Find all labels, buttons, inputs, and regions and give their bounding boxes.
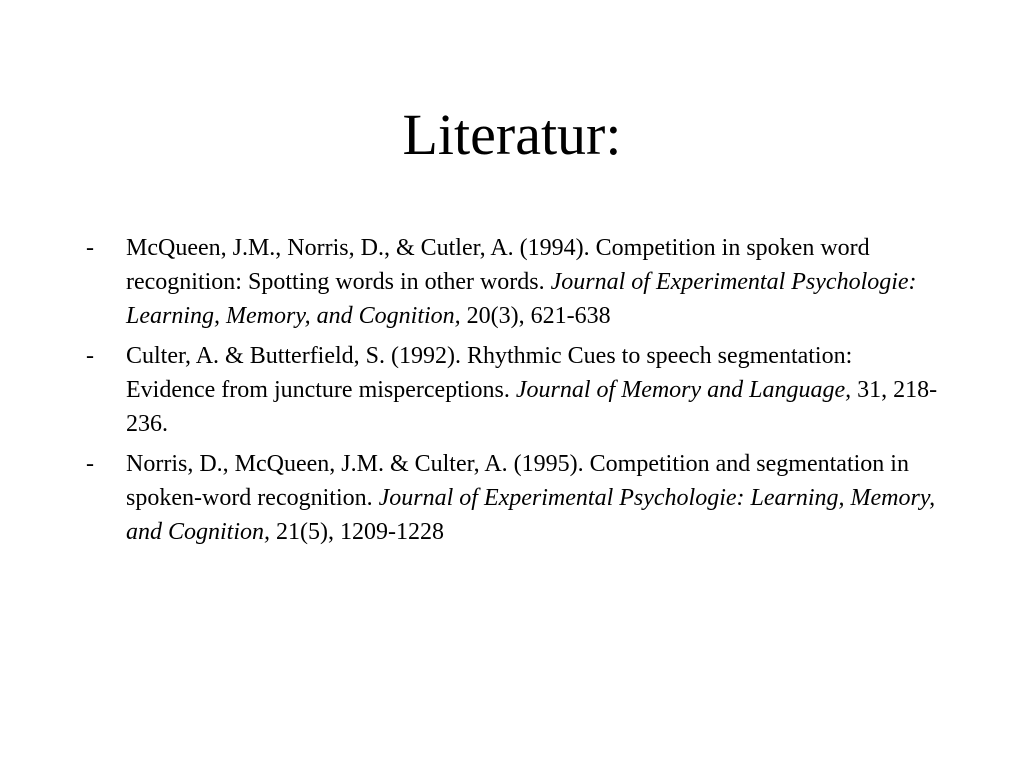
reference-item xyxy=(86,447,946,549)
reference-journal: Journal of Experimental Psychologie: Learning, Memory, and Cognition, xyxy=(126,485,936,545)
reference-volume-pages: 31, 218-236. xyxy=(126,377,938,437)
slide-title: Literatur: xyxy=(402,102,622,167)
reference-item xyxy=(86,339,946,441)
reference-authors-title: McQueen, J.M., Norris, D., & Cutler, A. (1994). Competition in spoken word recognition: Spotting words in other words. xyxy=(126,235,870,295)
reference-journal: Journal of Memory and Language, xyxy=(515,377,852,403)
bullet-dash: - xyxy=(86,343,94,369)
reference-list xyxy=(86,231,946,555)
reference-volume-pages: 21(5), 1209-1228 xyxy=(276,519,444,545)
reference-text xyxy=(126,447,946,549)
reference-volume-pages: 20(3), 621-638 xyxy=(466,303,611,329)
bullet-dash: - xyxy=(86,451,94,477)
reference-text xyxy=(126,339,946,441)
bullet-dash: - xyxy=(86,235,94,261)
reference-text xyxy=(126,231,946,333)
reference-item xyxy=(86,231,946,333)
reference-journal: Journal of Experimental Psychologie: Learning, Memory, and Cognition, xyxy=(126,269,917,329)
reference-authors-title: Culter, A. & Butterfield, S. (1992). Rhythmic Cues to speech segmentation: Evidence from juncture misperceptions. xyxy=(126,343,853,403)
reference-authors-title: Norris, D., McQueen, J.M. & Culter, A. (1995). Competition and segmentation in spoken-word recognition. xyxy=(126,451,909,511)
